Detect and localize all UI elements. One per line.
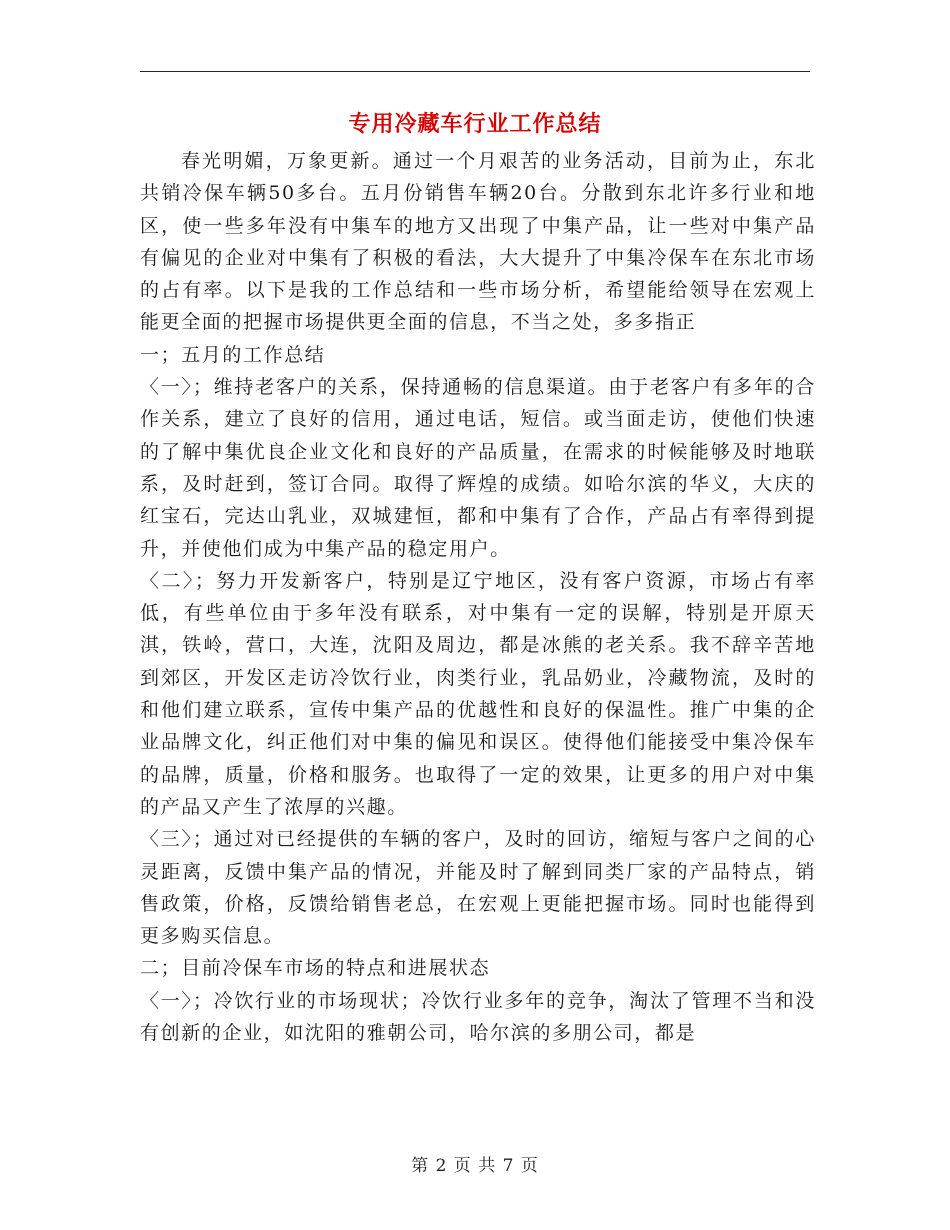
document-title: 专用冷藏车行业工作总结 bbox=[348, 111, 602, 137]
section-heading-1: 一；五月的工作总结 bbox=[140, 343, 326, 366]
header-rule bbox=[140, 71, 810, 72]
section-2-item-1: 〈一〉；冷饮行业的市场现状；冷饮行业多年的竞争，淘汰了管理不当和没有创新的企业，如沈阳的雅朝公司，哈尔滨的多朋公司，都是 bbox=[140, 989, 816, 1045]
section-heading-2: 二；目前冷保车市场的特点和进展状态 bbox=[140, 957, 491, 980]
intro-paragraph: 春光明媚，万象更新。通过一个月艰苦的业务活动，目前为止，东北共销冷保车辆50多台。五月份销售车辆20台。分散到东北许多行业和地区，使一些多年没有中集车的地方又出现了中集产品，让一些对中集产品有偏见的企业对中集有了积极的看法，大大提升了中集冷保车在东北市场的占有率。以下是我的工作总结和一些市场分析，希望能给领导在宏观上能更全面的把握市场提供更全面的信息，不当之处，多多指正 bbox=[140, 150, 816, 334]
page-number-footer: 第 2 页 共 7 页 bbox=[411, 1156, 539, 1176]
section-1-item-1: 〈一〉；维持老客户的关系，保持通畅的信息渠道。由于老客户有多年的合作关系，建立了良好的信用，通过电话，短信。或当面走访，使他们快速的了解中集优良企业文化和良好的产品质量，在需求的时候能够及时地联系，及时赶到，签订合同。取得了辉煌的成绩。如哈尔滨的华义，大庆的红宝石，完达山乳业，双城建恒，都和中集有了合作，产品占有率得到提升，并使他们成为中集产品的稳定用户。 bbox=[140, 376, 816, 560]
document-body bbox=[140, 145, 816, 1049]
section-1-item-3: 〈三〉；通过对已经提供的车辆的客户，及时的回访，缩短与客户之间的心灵距离，反馈中集产品的情况，并能及时了解到同类厂家的产品特点，销售政策，价格，反馈给销售老总，在宏观上更能把握市场。同时也能得到更多购买信息。 bbox=[140, 828, 816, 948]
section-1-item-2: 〈二〉；努力开发新客户，特别是辽宁地区，没有客户资源，市场占有率低，有些单位由于多年没有联系，对中集有一定的误解，特别是开原天淇，铁岭，营口，大连，沈阳及周边，都是冰熊的老关系。我不辞辛苦地到郊区，开发区走访冷饮行业，肉类行业，乳品奶业，冷藏物流，及时的和他们建立联系，宣传中集产品的优越性和良好的保温性。推广中集的企业品牌文化，纠正他们对中集的偏见和误区。使得他们能接受中集冷保车的品牌，质量，价格和服务。也取得了一定的效果，让更多的用户对中集的产品又产生了浓厚的兴趣。 bbox=[140, 569, 816, 818]
